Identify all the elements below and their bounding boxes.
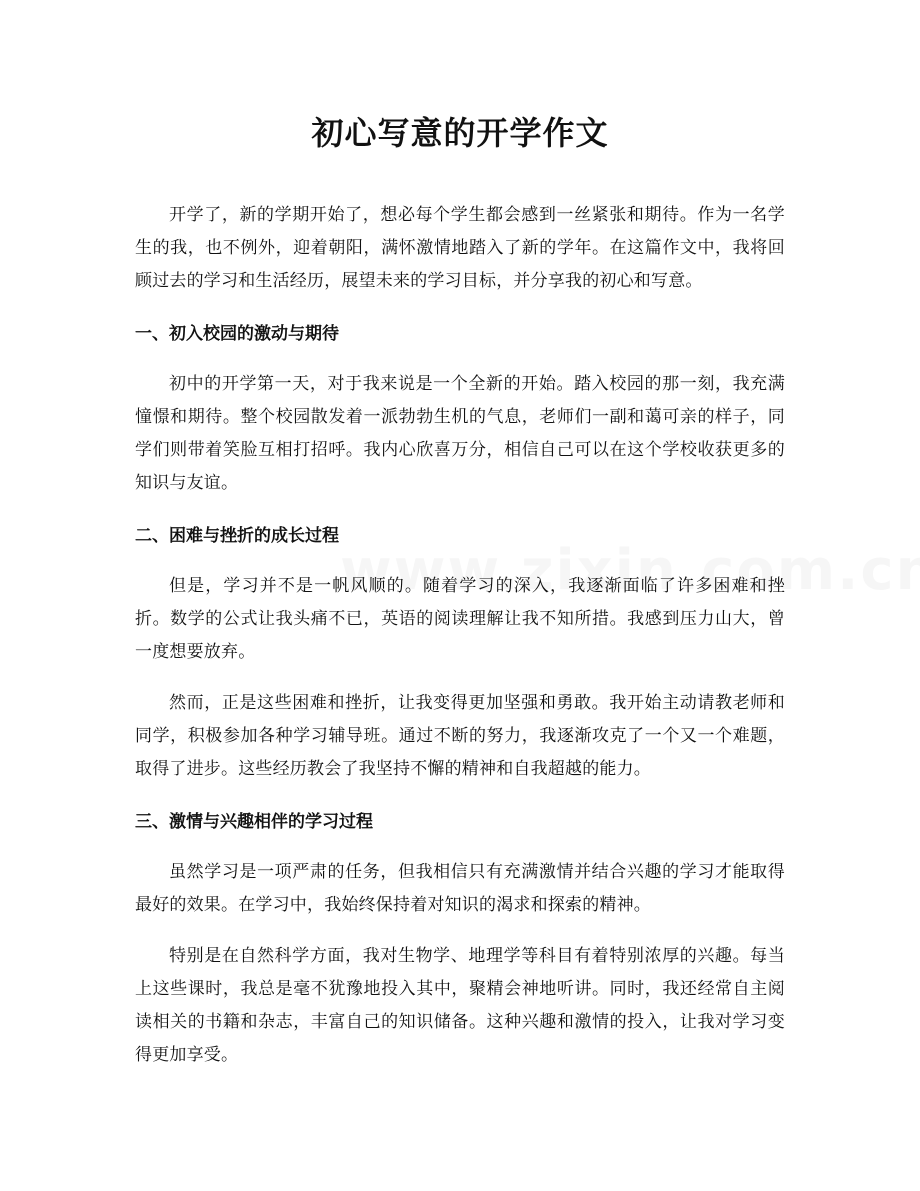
section-heading-3: 三、激情与兴趣相伴的学习过程	[135, 812, 373, 832]
document-body	[135, 106, 785, 1090]
section-2-paragraph-2: 然而，正是这些困难和挫折，让我变得更加坚强和勇敢。我开始主动请教老师和同学，积极参加各种学习辅导班。通过不断的努力，我逐渐攻克了一个又一个难题，取得了进步。这些经历教会了我坚持不懈的精神和自我超越的能力。	[135, 693, 785, 779]
section-heading-1: 一、初入校园的激动与期待	[135, 324, 339, 344]
section-1-paragraph-1: 初中的开学第一天，对于我来说是一个全新的开始。踏入校园的那一刻，我充满憧憬和期待。整个校园散发着一派勃勃生机的气息，老师们一副和蔼可亲的样子，同学们则带着笑脸互相打招呼。我内心欣喜万分，相信自己可以在这个学校收获更多的知识与友谊。	[135, 374, 785, 493]
section-3-paragraph-2: 特别是在自然科学方面，我对生物学、地理学等科目有着特别浓厚的兴趣。每当上这些课时，我总是毫不犹豫地投入其中，聚精会神地听讲。同时，我还经常自主阅读相关的书籍和杂志，丰富自己的知识储备。这种兴趣和激情的投入，让我对学习变得更加享受。	[135, 946, 785, 1065]
intro-paragraph: 开学了，新的学期开始了，想必每个学生都会感到一丝紧张和期待。作为一名学生的我，也不例外，迎着朝阳，满怀激情地踏入了新的学年。在这篇作文中，我将回顾过去的学习和生活经历，展望未来的学习目标，并分享我的初心和写意。	[135, 205, 785, 291]
section-heading-2: 二、困难与挫折的成长过程	[135, 526, 339, 546]
section-3-paragraph-1: 虽然学习是一项严肃的任务，但我相信只有充满激情并结合兴趣的学习才能取得最好的效果。在学习中，我始终保持着对知识的渴求和探索的精神。	[135, 862, 785, 915]
page-title: 初心写意的开学作文	[311, 114, 609, 152]
section-2-paragraph-1: 但是，学习并不是一帆风顺的。随着学习的深入，我逐渐面临了许多困难和挫折。数学的公式让我头痛不已，英语的阅读理解让我不知所措。我感到压力山大，曾一度想要放弃。	[135, 576, 785, 662]
